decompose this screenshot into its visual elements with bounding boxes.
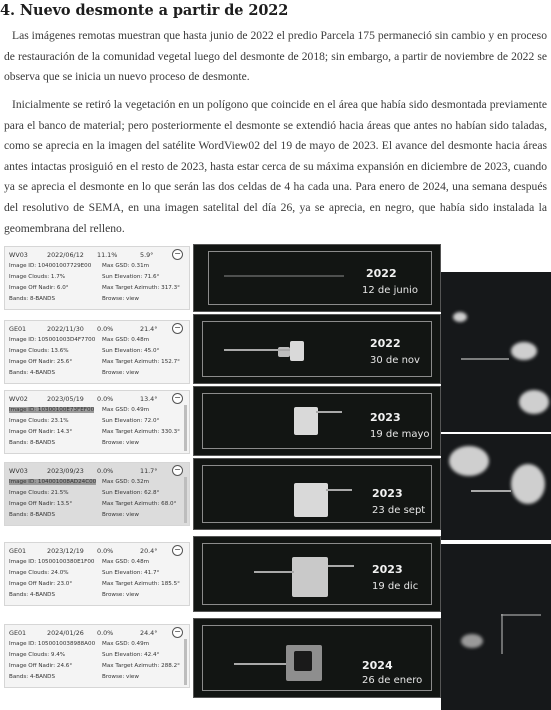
image-clouds: Image Clouds: 13.6% xyxy=(9,348,69,354)
satellite-image-2024-01 xyxy=(193,618,441,698)
image-clouds: Image Clouds: 21.5% xyxy=(9,490,69,496)
image-id: Image ID: 105001003D4F7700 xyxy=(9,337,96,343)
image-off-nadir: Image Off Nadir: 25.6° xyxy=(9,359,73,365)
view-angle: 13.4° xyxy=(140,395,158,403)
image-clouds: Image Clouds: 9.4% xyxy=(9,652,66,658)
image-day-label: 19 de mayo xyxy=(370,429,430,440)
satellite-name: WV03 xyxy=(9,251,28,259)
imagery-card-2022-06[interactable] xyxy=(4,246,190,310)
satellite-name: WV02 xyxy=(9,395,28,403)
remove-icon[interactable]: − xyxy=(172,545,183,556)
target-azimuth: Max Target Azimuth: 152.7° xyxy=(102,359,180,365)
capture-date: 2023/09/23 xyxy=(47,467,84,475)
imagery-card-2023-09[interactable] xyxy=(4,462,190,526)
image-id: Image ID: 104001008AD24C00 xyxy=(9,479,97,485)
satellite-image-2022-11 xyxy=(193,314,441,384)
image-id: Image ID: 104001007729E00 xyxy=(9,263,92,269)
remove-icon[interactable]: − xyxy=(172,323,183,334)
view-angle: 11.7° xyxy=(140,467,158,475)
sun-elevation: Sun Elevation: 45.0° xyxy=(102,348,160,354)
image-day-label: 30 de nov xyxy=(370,355,420,366)
browse-link[interactable]: Browse: view xyxy=(102,370,139,376)
view-angle: 20.4° xyxy=(140,547,158,555)
image-year-label: 2022 xyxy=(370,337,401,350)
cover-percent: 0.0% xyxy=(97,629,114,637)
cover-percent: 0.0% xyxy=(97,547,114,555)
satellite-name: WV03 xyxy=(9,467,28,475)
scrollbar[interactable] xyxy=(184,477,187,523)
bands: Bands: 8-BANDS xyxy=(9,296,56,302)
imagery-panels xyxy=(0,240,551,710)
view-angle: 5.9° xyxy=(140,251,154,259)
cover-percent: 0.0% xyxy=(97,325,114,333)
view-angle: 21.4° xyxy=(140,325,158,333)
sun-elevation: Sun Elevation: 62.8° xyxy=(102,490,160,496)
cover-percent: 0.0% xyxy=(97,395,114,403)
view-angle: 24.4° xyxy=(140,629,158,637)
max-gsd: Max GSD: 0.48m xyxy=(102,337,150,343)
image-id: Image ID: 10300100E73FEF00 xyxy=(9,407,95,413)
imagery-card-2024-01[interactable] xyxy=(4,624,190,688)
bands: Bands: 8-BANDS xyxy=(9,512,56,518)
image-year-label: 2023 xyxy=(372,563,403,576)
cover-percent: 11.1% xyxy=(97,251,118,259)
sun-elevation: Sun Elevation: 71.6° xyxy=(102,274,160,280)
image-off-nadir: Image Off Nadir: 6.0° xyxy=(9,285,69,291)
remove-icon[interactable]: − xyxy=(172,627,183,638)
capture-date: 2023/05/19 xyxy=(47,395,84,403)
bands: Bands: 4-BANDS xyxy=(9,370,56,376)
context-image-middle xyxy=(441,434,551,540)
image-year-label: 2022 xyxy=(366,267,397,280)
target-azimuth: Max Target Azimuth: 317.3° xyxy=(102,285,180,291)
image-off-nadir: Image Off Nadir: 23.0° xyxy=(9,581,73,587)
image-year-label: 2023 xyxy=(370,411,401,424)
capture-date: 2024/01/26 xyxy=(47,629,84,637)
bands: Bands: 4-BANDS xyxy=(9,674,56,680)
image-day-label: 12 de junio xyxy=(362,285,418,296)
scrollbar[interactable] xyxy=(184,405,187,451)
imagery-card-2023-05[interactable] xyxy=(4,390,190,454)
max-gsd: Max GSD: 0.32m xyxy=(102,479,150,485)
satellite-image-2022-06 xyxy=(193,244,441,312)
section-heading: 4. Nuevo desmonte a partir de 2022 xyxy=(0,2,289,19)
remove-icon[interactable]: − xyxy=(172,393,183,404)
image-day-label: 23 de sept xyxy=(372,505,426,516)
satellite-name: GE01 xyxy=(9,547,27,555)
image-year-label: 2023 xyxy=(372,487,403,500)
bands: Bands: 4-BANDS xyxy=(9,592,56,598)
sun-elevation: Sun Elevation: 72.0° xyxy=(102,418,160,424)
remove-icon[interactable]: − xyxy=(172,465,183,476)
sun-elevation: Sun Elevation: 42.4° xyxy=(102,652,160,658)
imagery-card-2023-12[interactable] xyxy=(4,542,190,606)
browse-link[interactable]: Browse: view xyxy=(102,440,139,446)
satellite-image-2023-05 xyxy=(193,386,441,456)
max-gsd: Max GSD: 0.31m xyxy=(102,263,150,269)
browse-link[interactable]: Browse: view xyxy=(102,674,139,680)
imagery-card-2022-11[interactable] xyxy=(4,320,190,384)
image-off-nadir: Image Off Nadir: 24.6° xyxy=(9,663,73,669)
sun-elevation: Sun Elevation: 41.7° xyxy=(102,570,160,576)
paragraph-intro: Las imágenes remotas muestran que hasta junio de 2022 el predio Parcela 175 permaneció sin cambio y en proceso de restauración de la comunidad vegetal luego del desmonte de 2018; sin embargo, a partir de noviembre de 2022 se observa que se inicia un nuevo proceso de desmonte. xyxy=(4,29,547,84)
image-day-label: 19 de dic xyxy=(372,581,419,592)
cover-percent: 0.0% xyxy=(97,467,114,475)
browse-link[interactable]: Browse: view xyxy=(102,592,139,598)
image-clouds: Image Clouds: 24.0% xyxy=(9,570,69,576)
scrollbar[interactable] xyxy=(184,639,187,685)
browse-link[interactable]: Browse: view xyxy=(102,296,139,302)
image-year-label: 2024 xyxy=(362,659,393,672)
image-day-label: 26 de enero xyxy=(362,675,423,686)
paragraph-detail: Inicialmente se retiró la vegetación en un polígono que coincide en el área que había sido desmontada previamente para el banco de material; pero posteriormente el desmonte se extendió hacia áreas que antes no habían sido taladas, como se aprecia en la imagen del satélite WordView02 del 19 de mayo de 2023. El avance del desmonte hacia áreas antes intactas prosiguió en el resto de 2023, hasta estar cerca de su máxima expansión en diciembre de 2023, cuando ya se aprecia el desmonte en lo que serán las dos celdas de 4 ha cada una. Para enero de 2024, una semana después del resolutivo de SEMA, en una imagen satelital del día 26, ya se aprecia, en negro, que había sido instalada la geomembrana del relleno. xyxy=(4,98,547,235)
satellite-name: GE01 xyxy=(9,629,27,637)
image-id: Image ID: 10500100380E1F00 xyxy=(9,559,95,565)
image-off-nadir: Image Off Nadir: 14.3° xyxy=(9,429,73,435)
context-image-bottom xyxy=(441,544,551,710)
context-image-top xyxy=(441,272,551,432)
max-gsd: Max GSD: 0.49m xyxy=(102,641,150,647)
max-gsd: Max GSD: 0.49m xyxy=(102,407,150,413)
image-clouds: Image Clouds: 1.7% xyxy=(9,274,66,280)
max-gsd: Max GSD: 0.48m xyxy=(102,559,150,565)
target-azimuth: Max Target Azimuth: 288.2° xyxy=(102,663,180,669)
capture-date: 2022/06/12 xyxy=(47,251,84,259)
capture-date: 2023/12/19 xyxy=(47,547,84,555)
capture-date: 2022/11/30 xyxy=(47,325,84,333)
target-azimuth: Max Target Azimuth: 68.0° xyxy=(102,501,177,507)
satellite-image-2023-12 xyxy=(193,536,441,612)
image-off-nadir: Image Off Nadir: 13.5° xyxy=(9,501,73,507)
satellite-name: GE01 xyxy=(9,325,27,333)
satellite-image-2023-09 xyxy=(193,458,441,530)
remove-icon[interactable]: − xyxy=(172,249,183,260)
target-azimuth: Max Target Azimuth: 185.5° xyxy=(102,581,180,587)
target-azimuth: Max Target Azimuth: 330.3° xyxy=(102,429,180,435)
browse-link[interactable]: Browse: view xyxy=(102,512,139,518)
image-clouds: Image Clouds: 23.1% xyxy=(9,418,69,424)
bands: Bands: 8-BANDS xyxy=(9,440,56,446)
image-id: Image ID: 1050010038988A00 xyxy=(9,641,96,647)
